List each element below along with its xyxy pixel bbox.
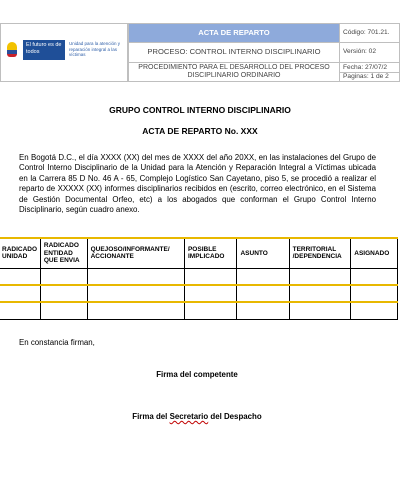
table-cell[interactable] bbox=[87, 302, 184, 319]
col-asignado: ASIGNADO bbox=[351, 238, 398, 268]
page-count: Paginas: 1 de 2 bbox=[340, 73, 400, 82]
acta-heading: ACTA DE REPARTO No. XXX bbox=[142, 126, 258, 136]
col-posible-implicado: POSIBLE IMPLICADO bbox=[184, 238, 237, 268]
signature-competente: Firma del competente bbox=[156, 370, 238, 379]
col-territorial: TERRITORIAL /DEPENDENCIA bbox=[289, 238, 351, 268]
document-title: ACTA DE REPARTO bbox=[128, 23, 340, 43]
document-code: Código: 701.21. bbox=[340, 23, 400, 43]
table-cell[interactable] bbox=[351, 302, 398, 319]
table-cell[interactable] bbox=[184, 285, 237, 302]
document-date: Fecha: 27/07/2 bbox=[340, 63, 400, 73]
col-radicado-entidad: RADICADO ENTIDAD QUE ENVIA bbox=[40, 238, 87, 268]
table-cell[interactable] bbox=[0, 268, 40, 285]
group-heading: GRUPO CONTROL INTERNO DISCIPLINARIO bbox=[109, 105, 291, 115]
table-cell[interactable] bbox=[237, 268, 289, 285]
table-cell[interactable] bbox=[0, 302, 40, 319]
entity-logo bbox=[5, 40, 125, 62]
table-cell[interactable] bbox=[289, 302, 351, 319]
closing-text: En constancia firman, bbox=[19, 338, 95, 347]
col-radicado-unidad: RADICADO UNIDAD bbox=[0, 238, 40, 268]
table-cell[interactable] bbox=[289, 268, 351, 285]
table-cell[interactable] bbox=[40, 285, 87, 302]
procedure-name: PROCEDIMIENTO PARA EL DESARROLLO DEL PROCESO DISCIPLINARIO ORDINARIO bbox=[128, 63, 340, 82]
colombia-seal-icon bbox=[5, 40, 19, 60]
table-cell[interactable] bbox=[289, 285, 351, 302]
signature-prefix: Firma del bbox=[132, 412, 170, 421]
signature-underlined-word: Secretario bbox=[169, 412, 209, 421]
table-cell[interactable] bbox=[351, 268, 398, 285]
table-cell[interactable] bbox=[40, 268, 87, 285]
signature-secretario bbox=[0, 412, 394, 421]
table-cell[interactable] bbox=[87, 268, 184, 285]
title-cell bbox=[128, 23, 340, 82]
table-cell[interactable] bbox=[184, 302, 237, 319]
signature-suffix: del Despacho bbox=[208, 412, 262, 421]
table-row bbox=[0, 268, 398, 285]
table-cell[interactable] bbox=[0, 285, 40, 302]
logo-cell bbox=[0, 23, 128, 82]
entity-name: Unidad para la atención y reparación integral a las víctimas bbox=[69, 41, 121, 57]
table-header-row bbox=[0, 238, 398, 268]
table-row bbox=[0, 302, 398, 319]
table-cell[interactable] bbox=[237, 285, 289, 302]
table-cell[interactable] bbox=[184, 268, 237, 285]
table-cell[interactable] bbox=[351, 285, 398, 302]
reparto-table bbox=[0, 237, 398, 320]
document-version: Versión: 02 bbox=[340, 43, 400, 63]
document-header bbox=[0, 23, 400, 83]
col-quejoso: QUEJOSO/INFORMANTE/ ACCIONANTE bbox=[87, 238, 184, 268]
table-cell[interactable] bbox=[87, 285, 184, 302]
table-row bbox=[0, 285, 398, 302]
body-paragraph: En Bogotá D.C., el día XXXX (XX) del mes de XXXX del año 20XX, en las instalaciones del Grupo de Control Interno Disciplinario de la Unidad para la Atención y Reparación Integral a Víctimas ubicada en la Carrera 85 D No. 46 A - 65, Complejo Logístico San Cayetano, piso 5, se procedió a realizar el reparto de XXXXX (XX) informes disciplinarios recibidos en (escrito, correo electrónico, en el Sistema de Gestión Documental Orfeo, etc) a los abogados que conforman el Grupo Control Interno Disciplinario, según cuadro anexo. bbox=[19, 153, 376, 215]
brand-box: El futuro es de todos bbox=[23, 40, 65, 60]
col-asunto: ASUNTO bbox=[237, 238, 289, 268]
process-name: PROCESO: CONTROL INTERNO DISCIPLINARIO bbox=[128, 43, 340, 63]
table-cell[interactable] bbox=[237, 302, 289, 319]
meta-cell bbox=[340, 23, 400, 82]
table-cell[interactable] bbox=[40, 302, 87, 319]
